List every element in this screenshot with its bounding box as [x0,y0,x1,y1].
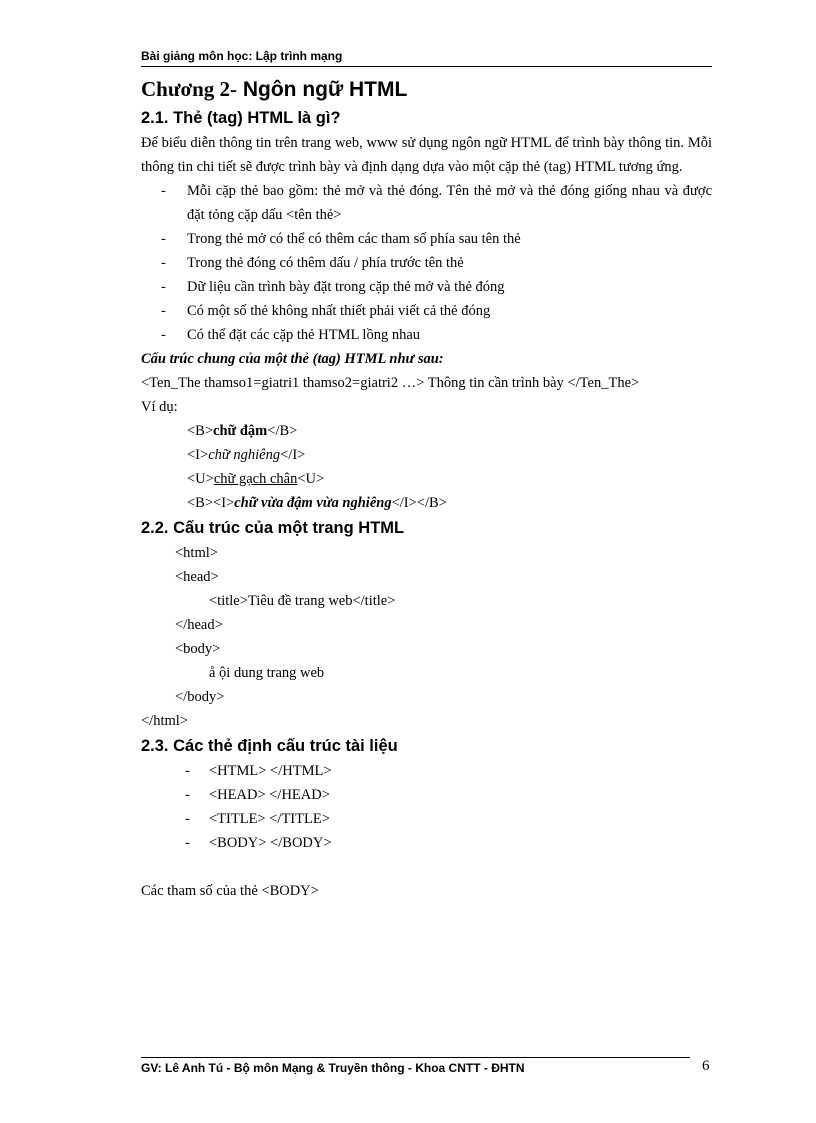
chapter-prefix: Chương 2- [141,77,237,101]
code-line: </body> [175,689,225,705]
example-bold [141,419,712,443]
struct-title: Cấu trúc chung của một thẻ (tag) HTML như sau: [141,351,444,367]
body-params-text: Các tham số của thẻ <BODY> [141,883,319,899]
list-item-text: Mỗi cặp thẻ bao gồm: thẻ mở và thẻ đóng. Tên thẻ mở và thẻ đóng giống nhau và được đặt tỏng cặp dấu <tên thẻ> [187,183,712,223]
list-item-text: <HEAD> </HEAD> [209,787,330,803]
spacer [141,855,712,879]
list-item [141,831,712,855]
code-line: </html> [141,713,188,729]
chapter-title [141,74,712,105]
dash-mark: - [185,787,190,803]
example-close-tag: </B> [267,423,298,439]
section-1-intro: Để biểu diễn thông tin trên trang web, www sử dụng ngôn ngữ HTML để trình bày thông tin. Mỗi thông tin chi tiết sẽ được trình bày và định dạng dựa vào một cặp thẻ (tag) HTML tương ứng. [141,135,712,175]
example-bold-italic [141,491,712,515]
code-line: </head> [175,617,223,633]
example-text: chữ nghiêng [208,447,281,463]
example-close-tag: </I> [280,447,306,463]
example-open-tag: <I> [187,447,209,463]
dash-mark: - [185,763,190,779]
dash-mark: - [185,811,190,827]
dash-mark: - [185,835,190,851]
page-header: Bài giảng môn học: Lập trình mạng [141,49,343,63]
dash-mark: - [161,231,166,247]
dash-mark: - [161,327,166,343]
list-item [141,759,712,783]
list-item [141,299,712,323]
dash-mark: - [161,279,166,295]
list-item-text: Có một số thẻ không nhất thiết phải viết cả thẻ đóng [187,303,491,319]
dash-mark: - [161,183,166,199]
code-line: <body> [175,641,221,657]
section-1-bullets [141,179,712,347]
code-line: <title>Tiêu đề trang web</title> [209,593,396,609]
chapter-name: Ngôn ngữ HTML [237,78,408,101]
dash-mark: - [161,255,166,271]
list-item-text: Có thể đặt các cặp thẻ HTML lồng nhau [187,327,420,343]
list-item [141,227,712,251]
page-number: 6 [702,1058,710,1074]
list-item [141,323,712,347]
code-line: å ội dung trang web [209,665,325,681]
list-item-text: Trong thẻ mở có thể có thêm các tham số phía sau tên thẻ [187,231,521,247]
example-open-tag: <B><I> [187,495,235,511]
list-item [141,251,712,275]
section-3-title: 2.3. Các thẻ định cấu trúc tài liệu [141,737,398,755]
list-item [141,807,712,831]
list-item-text: <BODY> </BODY> [209,835,332,851]
page-content [141,74,712,903]
list-item [141,275,712,299]
footer-rule [141,1057,690,1058]
list-item-text: <TITLE> </TITLE> [209,811,330,827]
example-label: Ví dụ: [141,399,178,415]
code-line: <head> [175,569,219,585]
section-1-title: 2.1. Thẻ (tag) HTML là gì? [141,109,341,127]
header-rule [141,66,712,67]
struct-syntax: <Ten_The thamso1=giatri1 thamso2=giatri2 …> Thông tin cần trình bày </Ten_The> [141,375,640,391]
example-text: chữ vừa đậm vừa nghiêng [234,495,392,511]
example-close-tag: <U> [297,471,325,487]
list-item-text: Trong thẻ đóng có thêm dấu / phía trước tên thẻ [187,255,464,271]
dash-mark: - [161,303,166,319]
list-item [141,179,712,227]
section-2-title: 2.2. Cấu trúc của một trang HTML [141,519,405,537]
example-close-tag: </I></B> [391,495,447,511]
section-3-list [141,759,712,855]
page-footer: GV: Lê Anh Tú - Bộ môn Mạng & Truyền thông - Khoa CNTT - ĐHTN [141,1061,525,1075]
example-text: chữ gạch chân [213,471,298,487]
example-underline [141,467,712,491]
list-item [141,783,712,807]
code-line: <html> [175,545,218,561]
example-open-tag: <B> [187,423,214,439]
list-item-text: Dữ liệu cần trình bày đặt trong cặp thẻ mở và thẻ đóng [187,279,505,295]
example-open-tag: <U> [187,471,214,487]
list-item-text: <HTML> </HTML> [209,763,332,779]
example-italic [141,443,712,467]
example-text: chữ đậm [213,423,268,439]
